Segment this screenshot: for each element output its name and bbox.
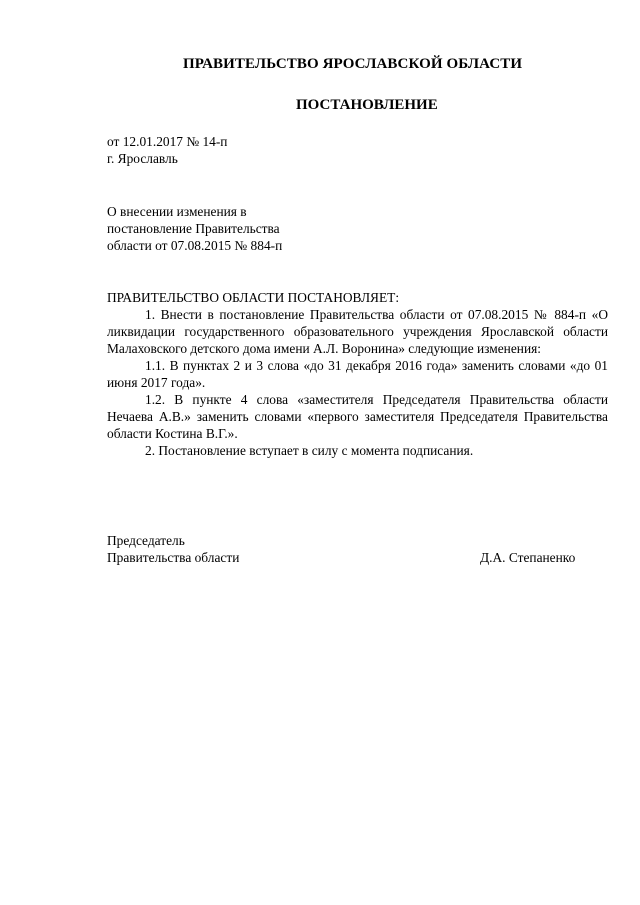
decree-phrase: ПРАВИТЕЛЬСТВО ОБЛАСТИ ПОСТАНОВЛЯЕТ: — [107, 290, 400, 305]
signatory-name: Д.А. Степаненко — [480, 550, 576, 565]
subject-line: постановление Правительства — [107, 221, 280, 236]
signatory-position-line-1: Председатель — [107, 533, 185, 548]
document-body — [107, 289, 608, 459]
paragraph-item-2: 2. Постановление вступает в силу с момента подписания. — [145, 443, 474, 458]
subject-line: области от 07.08.2015 № 884-п — [107, 238, 283, 253]
subject-line: О внесении изменения в — [107, 204, 247, 219]
signatory-position-line-2: Правительства области — [107, 550, 240, 565]
city-line: г. Ярославль — [107, 151, 178, 166]
paragraph-item-1-1: 1.1. В пунктах 2 и 3 слова «до 31 декабря 2016 года» заменить словами «до 01 июня 2017 года». — [107, 358, 608, 390]
document-type-heading: ПОСТАНОВЛЕНИЕ — [296, 97, 438, 113]
organization-title: ПРАВИТЕЛЬСТВО ЯРОСЛАВСКОЙ ОБЛАСТИ — [183, 56, 523, 72]
date-and-number: от 12.01.2017 № 14-п — [107, 134, 228, 149]
paragraph-item-1-2: 1.2. В пункте 4 слова «заместителя Председателя Правительства области Нечаева А.В.» заменить словами «первого заместителя Председателя Правительства области Костина В.Г.». — [107, 392, 608, 441]
paragraph-item-1: 1. Внести в постановление Правительства области от 07.08.2015 № 884-п «О ликвидации государственного образовательного учреждения Ярославской области Малаховского детского дома имени А.Л. Воронина» следующие изменения: — [107, 307, 608, 356]
